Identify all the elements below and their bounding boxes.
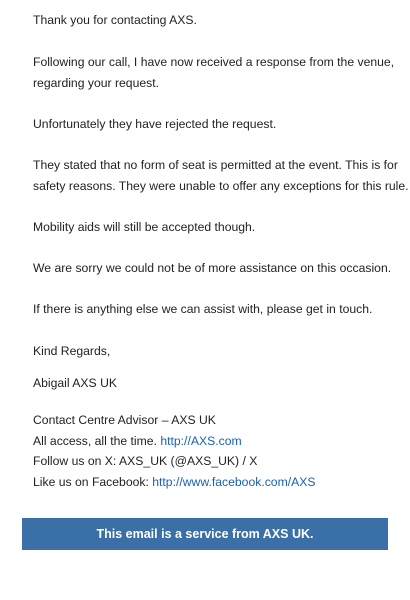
paragraph-line: They stated that no form of seat is permitted at the event. This is for <box>33 158 398 172</box>
paragraph-reason <box>33 155 409 196</box>
greeting-text: Thank you for contacting AXS. <box>33 13 197 27</box>
signer-name: Abigail AXS UK <box>33 376 118 390</box>
facebook-text: Like us on Facebook: <box>33 474 153 489</box>
paragraph-line: safety reasons. They were unable to offer any exceptions for this rule. <box>33 178 409 193</box>
signature-role: Contact Centre Advisor – AXS UK <box>33 413 216 427</box>
service-footer-banner: This email is a service from AXS UK. <box>22 518 388 550</box>
signature-follow-x: Follow us on X: AXS_UK (@AXS_UK) / X <box>33 454 258 468</box>
facebook-link[interactable]: http://www.facebook.com/AXS <box>152 474 316 489</box>
signoff-text: Kind Regards, <box>33 344 111 358</box>
tagline-text: All access, all the time. <box>33 433 161 448</box>
signature-block <box>33 410 383 492</box>
paragraph-call-followup <box>33 52 395 93</box>
signature-tagline <box>33 431 383 452</box>
paragraph-mobility-aids: Mobility aids will still be accepted though. <box>33 220 256 234</box>
signature-facebook <box>33 472 383 493</box>
paragraph-line: regarding your request. <box>33 75 160 90</box>
paragraph-assist: If there is anything else we can assist with, please get in touch. <box>33 302 373 316</box>
axs-website-link[interactable]: http://AXS.com <box>160 433 242 448</box>
paragraph-rejection: Unfortunately they have rejected the request. <box>33 117 277 131</box>
paragraph-apology: We are sorry we could not be of more assistance on this occasion. <box>33 261 392 275</box>
paragraph-line: Following our call, I have now received a response from the venue, <box>33 55 395 69</box>
